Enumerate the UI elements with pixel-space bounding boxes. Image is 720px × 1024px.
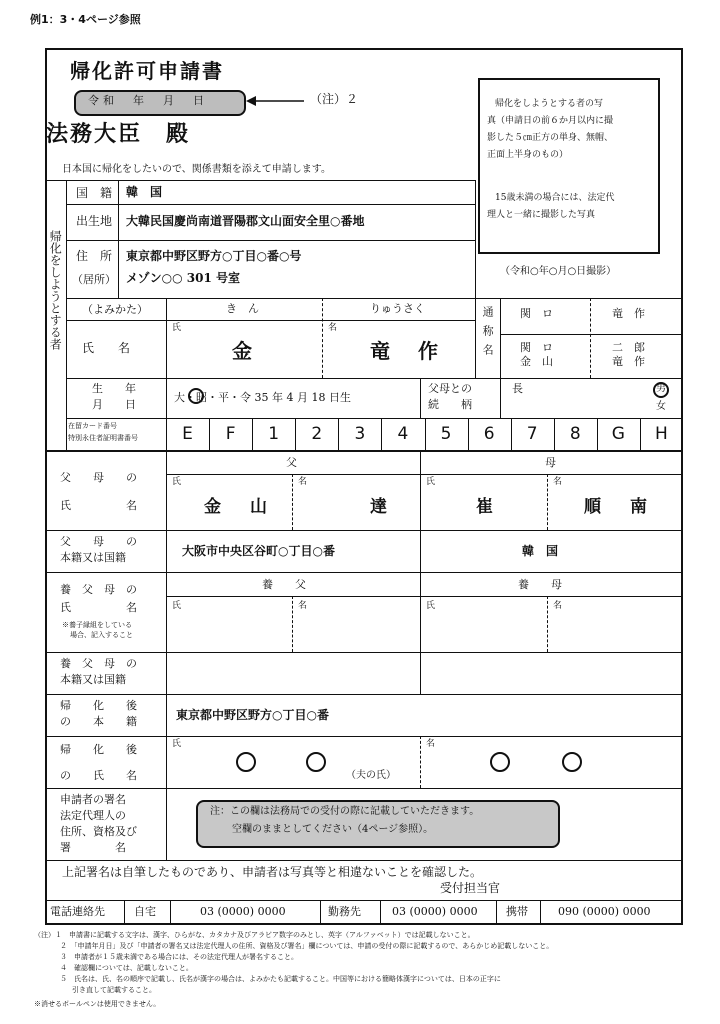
- rule: [547, 474, 548, 530]
- adoptive-honseki-label-1: 養 父 母 の: [60, 657, 137, 670]
- rule: [45, 450, 66, 452]
- card-number-char: 1: [268, 424, 280, 444]
- father-honseki: 大阪市中央区谷町○丁目○番: [182, 544, 335, 558]
- dob-era-circle: [188, 388, 204, 404]
- rule: [496, 900, 497, 925]
- mother-mei: 順 南: [584, 497, 653, 517]
- father-sei: 金 山: [204, 497, 273, 517]
- card-number-char: G: [611, 424, 625, 444]
- rule: [66, 240, 475, 241]
- card-number-char: 6: [483, 424, 495, 444]
- mother-sei-prefix: 氏: [426, 477, 436, 487]
- rule: [45, 652, 683, 653]
- rule: [540, 900, 541, 925]
- photo-instruction-5: 15歳未満の場合には、法定代: [495, 193, 615, 203]
- card-number-char: F: [225, 424, 236, 444]
- footnote-7: ※消せるボールペンは使用できません。: [34, 1000, 161, 1008]
- adoptive-mother-mei-prefix: 名: [553, 601, 563, 611]
- alias-mei-2c: 二 郎: [612, 341, 645, 354]
- card-label-2: 特別永住者証明書番号: [68, 434, 138, 442]
- rule: [45, 180, 475, 181]
- rule: [380, 900, 381, 925]
- adoptive-note-2: 場合、記入すること: [70, 631, 133, 639]
- rule: [45, 694, 683, 695]
- dob-label-2: 月 日: [92, 398, 136, 411]
- alias-label: 通称名: [481, 306, 495, 363]
- rule: [66, 180, 67, 450]
- work-label: 勤務先: [328, 905, 361, 918]
- address-line-1: 東京都中野区野方○丁目○番○号: [126, 249, 302, 263]
- photo-date: （令和○年○月○日撮影）: [500, 266, 617, 277]
- footnote-6: 引き直して記載すること。: [72, 986, 156, 994]
- husband-note: （夫の氏）: [346, 770, 396, 781]
- rule: [45, 736, 683, 737]
- signature-label-3: 住所、資格及び: [60, 825, 137, 838]
- alias-mei-2d: 竜 作: [612, 355, 645, 368]
- side-label: 帰化をしようとする者: [48, 230, 63, 350]
- footnote-1: （注）１ 申請書に記載する文字は、漢字、ひらがな、カタカナ及びアラビア数字のみとし、英字（アルファベット）では記載しないこと。: [34, 931, 475, 939]
- rule: [66, 320, 475, 321]
- rule: [420, 378, 421, 418]
- signature-label-4: 署 名: [60, 841, 126, 854]
- form-title: 帰化許可申請書: [70, 59, 224, 83]
- rule: [166, 474, 683, 475]
- rule: [45, 572, 683, 573]
- card-label-1: 在留カード番号: [68, 422, 117, 430]
- after-mei-circle-2: [562, 752, 582, 772]
- card-number-char: 4: [397, 424, 409, 444]
- rule: [45, 788, 683, 789]
- adoptive-father-sei-prefix: 氏: [172, 601, 182, 611]
- date-label: 令和 年 月 日: [88, 94, 208, 107]
- relation-label-2: 続 柄: [428, 398, 472, 411]
- rule: [124, 900, 125, 925]
- rule: [118, 180, 119, 298]
- after-sei-circle-2: [306, 752, 326, 772]
- home-phone: 03 (0000) 0000: [200, 905, 286, 918]
- adoptive-father-mei-prefix: 名: [298, 601, 308, 611]
- rule: [320, 900, 321, 925]
- sex-male: 男: [656, 383, 666, 394]
- adoptive-mother-sei-prefix: 氏: [426, 601, 436, 611]
- sex-female: 女: [656, 401, 666, 412]
- rule: [45, 860, 683, 861]
- card-number-char: 7: [526, 424, 538, 444]
- card-number-char: 2: [311, 424, 323, 444]
- footnote-2: ２ 「申請年月日」及び「申請者の署名又は法定代理人の住所、資格及び署名」欄については、申請の受付の際に記載するので、あらかじめ記載しないこと。: [60, 942, 554, 950]
- after-honseki-label-2: の 本 籍: [60, 715, 137, 728]
- rule: [66, 450, 683, 452]
- mobile-label: 携帯: [506, 905, 528, 918]
- photo-instruction-6: 理人と一緒に撮影した写真: [487, 210, 596, 220]
- rule: [322, 298, 323, 378]
- confirm-text: 上記署名は自筆したものであり、申請者は写真等と相違ないことを確認した。: [62, 865, 483, 879]
- rule: [45, 900, 683, 901]
- signature-note-2: 空欄のままとしてください（4ページ参照）。: [232, 824, 434, 835]
- after-honseki-label-1: 帰 化 後: [60, 699, 137, 712]
- rule: [166, 298, 167, 418]
- adoptive-label-2: 氏 名: [60, 601, 137, 614]
- footnote-5: ５ 氏名は、氏、名の順序で記載し、氏名が漢字の場合は、よみかたも記載すること。中国等における簡略体漢字については、日本の正字に: [60, 975, 501, 983]
- rule: [66, 204, 475, 205]
- sei-prefix: 氏: [172, 323, 182, 333]
- after-honseki-value: 東京都中野区野方○丁目○番: [176, 708, 329, 722]
- phone-label: 電話連絡先: [50, 905, 105, 918]
- home-label: 自宅: [134, 905, 156, 918]
- address-line-2: メゾン○○ 301 号室: [126, 271, 240, 285]
- note-ref: （注）２: [310, 92, 359, 106]
- parents-label-1: 父 母 の: [60, 471, 137, 484]
- father-header: 父: [286, 456, 297, 469]
- after-mei-prefix: 名: [426, 739, 436, 749]
- name-label: 氏 名: [82, 341, 131, 355]
- card-number-char: 3: [354, 424, 366, 444]
- footnote-4: ４ 確認欄については、記載しないこと。: [60, 964, 193, 972]
- adoptive-father-header: 養 父: [262, 578, 306, 591]
- rule: [170, 900, 171, 925]
- adoptive-mother-header: 養 母: [518, 578, 562, 591]
- card-number-char: E: [182, 424, 193, 444]
- rule: [292, 596, 293, 652]
- after-name-label-2: の 氏 名: [60, 769, 137, 782]
- mei-prefix: 名: [328, 323, 338, 333]
- father-sei-prefix: 氏: [172, 477, 182, 487]
- sei-value: 金: [232, 339, 252, 363]
- page-note: 例1：3・4ページ参照: [30, 13, 141, 26]
- rule: [475, 298, 476, 378]
- officer-label: 受付担当官: [440, 881, 501, 895]
- mother-honseki: 韓 国: [522, 544, 559, 558]
- birthplace-value: 大韓民国慶尚南道晋陽郡文山面安全里○番地: [126, 214, 365, 228]
- photo-instruction-4: 正面上半身のもの）: [487, 150, 569, 160]
- photo-instruction-1: 帰化をしようとする者の写: [495, 99, 604, 109]
- signature-note-1: 注：この欄は法務局での受付の際に記載していただきます。: [210, 806, 480, 817]
- arrow-left-icon: [246, 95, 306, 107]
- alias-sei-2a: 関 ロ: [520, 341, 553, 354]
- birthplace-label: 出生地: [76, 214, 113, 228]
- relation-label-1: 父母との: [428, 382, 472, 395]
- rule: [166, 694, 167, 860]
- after-sei-circle-1: [236, 752, 256, 772]
- dob-label-1: 生 年: [92, 382, 136, 395]
- rule: [590, 298, 591, 378]
- work-phone: 03 (0000) 0000: [392, 905, 478, 918]
- intro-text: 日本国に帰化をしたいので、関係書類を添えて申請します。: [62, 164, 331, 175]
- card-number-char: H: [655, 424, 668, 444]
- after-name-label-1: 帰 化 後: [60, 743, 137, 756]
- dob-value: 大・昭・平・令 35 年 4 月 18 日生: [174, 391, 351, 404]
- nationality-value: 韓 国: [126, 185, 163, 199]
- adoptive-honseki-label-2: 本籍又は国籍: [60, 673, 126, 686]
- footnote-3: ３ 申請者が１５歳未満である場合には、その法定代理人が署名すること。: [60, 953, 298, 961]
- photo-instruction-3: 影した５㎝正方の単身、無帽、: [487, 133, 614, 143]
- rule: [475, 180, 476, 298]
- rule: [292, 474, 293, 530]
- rule: [420, 736, 421, 788]
- signature-label-2: 法定代理人の: [60, 809, 126, 822]
- rule: [66, 418, 683, 419]
- addressee: 法務大臣 殿: [46, 121, 191, 147]
- mobile-phone: 090 (0000) 0000: [558, 905, 651, 918]
- parents-label-2: 氏 名: [60, 499, 137, 512]
- card-number-char: 8: [569, 424, 581, 444]
- parents-honseki-label-2: 本籍又は国籍: [60, 551, 126, 564]
- mother-mei-prefix: 名: [553, 477, 563, 487]
- alias-sei-2b: 金 山: [520, 355, 553, 368]
- mother-sei: 崔: [476, 497, 493, 517]
- rule: [166, 596, 683, 597]
- mei-value: 竜 作: [370, 339, 442, 363]
- photo-instruction-2: 真（申請日の前６か月以内に撮: [487, 116, 614, 126]
- rule: [547, 596, 548, 652]
- address-label: 住 所: [76, 249, 113, 263]
- alias-sei: 関 ロ: [520, 307, 553, 320]
- mother-header: 母: [545, 456, 556, 469]
- father-mei-prefix: 名: [298, 477, 308, 487]
- adoptive-note-1: ※養子縁組をしている: [62, 621, 132, 629]
- rule: [500, 334, 683, 335]
- after-mei-circle-1: [490, 752, 510, 772]
- father-mei: 達: [370, 497, 387, 517]
- yomi-mei: りゅうさく: [370, 302, 425, 315]
- relation-value: 長: [512, 382, 523, 395]
- residence-label: （居所）: [72, 273, 116, 286]
- rule: [500, 298, 501, 418]
- nationality-label: 国 籍: [76, 186, 113, 200]
- after-sei-prefix: 氏: [172, 739, 182, 749]
- signature-label-1: 申請者の署名: [60, 793, 126, 806]
- yomi-sei: き ん: [226, 302, 259, 315]
- rule: [45, 530, 683, 531]
- parents-honseki-label-1: 父 母 の: [60, 535, 137, 548]
- card-number-char: 5: [440, 424, 452, 444]
- adoptive-label-1: 養 父 母 の: [60, 583, 137, 596]
- rule: [66, 378, 683, 379]
- alias-mei: 竜 作: [612, 307, 645, 320]
- yomi-label: （よみかた）: [82, 303, 148, 316]
